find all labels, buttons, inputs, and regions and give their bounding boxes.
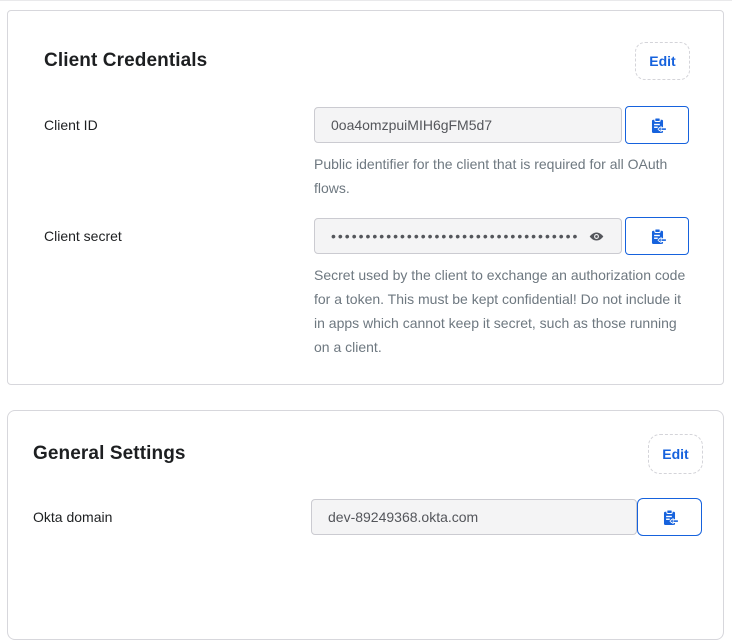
client-secret-help: Secret used by the client to exchange an authorization code for a token. This must be kept confidential! Do not include it in apps which cannot keep it secret, such as those running on a client.	[314, 267, 686, 355]
okta-domain-input[interactable]	[311, 499, 637, 535]
general-settings-header	[33, 434, 703, 474]
client-id-field	[314, 107, 690, 200]
copy-okta-domain-button[interactable]	[637, 498, 702, 536]
edit-client-credentials-button[interactable]: Edit	[635, 42, 690, 80]
copy-client-id-button[interactable]	[625, 106, 689, 144]
reveal-secret-button[interactable]	[588, 228, 605, 245]
client-id-row	[44, 107, 690, 200]
client-secret-row	[44, 218, 690, 359]
okta-domain-row	[33, 499, 703, 536]
top-divider	[0, 0, 732, 1]
client-id-input[interactable]	[314, 107, 622, 143]
okta-domain-label: Okta domain	[33, 509, 113, 525]
general-settings-card	[7, 410, 724, 640]
client-id-value: 0oa4omzpuiMIH6gFM5d7	[331, 117, 493, 133]
eye-icon	[588, 228, 605, 245]
client-secret-field	[314, 218, 690, 359]
client-credentials-header	[44, 42, 690, 80]
clipboard-copy-icon	[649, 228, 666, 245]
client-secret-masked-value: ••••••••••••••••••••••••••••••••••••	[331, 228, 580, 244]
okta-domain-value: dev-89249368.okta.com	[328, 509, 479, 525]
copy-client-secret-button[interactable]	[625, 217, 689, 255]
client-secret-label: Client secret	[44, 228, 122, 244]
client-credentials-card	[7, 10, 724, 385]
okta-domain-field	[311, 499, 703, 536]
client-secret-input[interactable]	[314, 218, 622, 254]
clipboard-copy-icon	[661, 509, 678, 526]
client-id-help: Public identifier for the client that is required for all OAuth flows.	[314, 156, 668, 196]
clipboard-copy-icon	[649, 117, 666, 134]
edit-general-settings-button[interactable]: Edit	[648, 434, 703, 474]
client-credentials-title: Client Credentials	[44, 50, 208, 71]
client-id-label: Client ID	[44, 117, 98, 133]
general-settings-title: General Settings	[33, 443, 186, 464]
